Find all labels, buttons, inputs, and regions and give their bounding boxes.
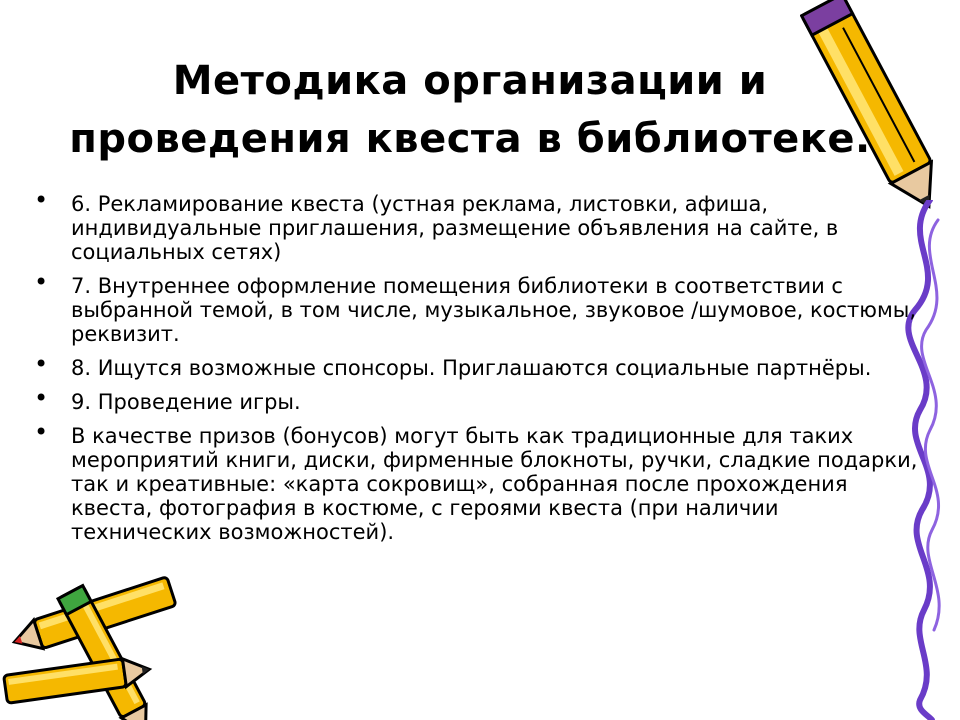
title-line-2: проведения квеста в библиотеке. <box>69 116 871 162</box>
list-item <box>30 268 925 346</box>
list-item-text: 9. Проведение игры. <box>71 390 301 414</box>
bullet-list <box>30 186 925 554</box>
crayons-icon <box>0 560 210 720</box>
list-item <box>30 418 925 544</box>
page-title <box>60 52 880 168</box>
list-item <box>30 186 925 264</box>
bullet-marker: • <box>34 268 49 296</box>
bullet-marker: • <box>34 418 49 446</box>
list-item-text: В качестве призов (бонусов) могут быть как традиционные для таких мероприятий книги, диски, фирменные блокноты, ручки, сладкие подарки, так и креативные: «карта сокровищ», собранная после прохождения квеста, фотография в костюме, с героями квеста (при наличии технических возможностей). <box>71 424 918 544</box>
list-item-text: 6. Рекламирование квеста (устная реклама, листовки, афиша, индивидуальные приглашения, размещение объявления на сайте, в социальных сетях) <box>71 192 839 264</box>
list-item <box>30 350 925 380</box>
title-line-1: Методика организации и <box>172 58 768 104</box>
bullet-marker: • <box>34 186 49 214</box>
list-item-text: 8. Ищутся возможные спонсоры. Приглашаются социальные партнёры. <box>71 356 872 380</box>
list-item <box>30 384 925 414</box>
bullet-marker: • <box>34 350 49 378</box>
list-item-text: 7. Внутреннее оформление помещения библиотеки в соответствии с выбранной темой, в том числе, музыкальное, звуковое /шумовое, костюмы, реквизит. <box>71 274 917 346</box>
bullet-marker: • <box>34 384 49 412</box>
